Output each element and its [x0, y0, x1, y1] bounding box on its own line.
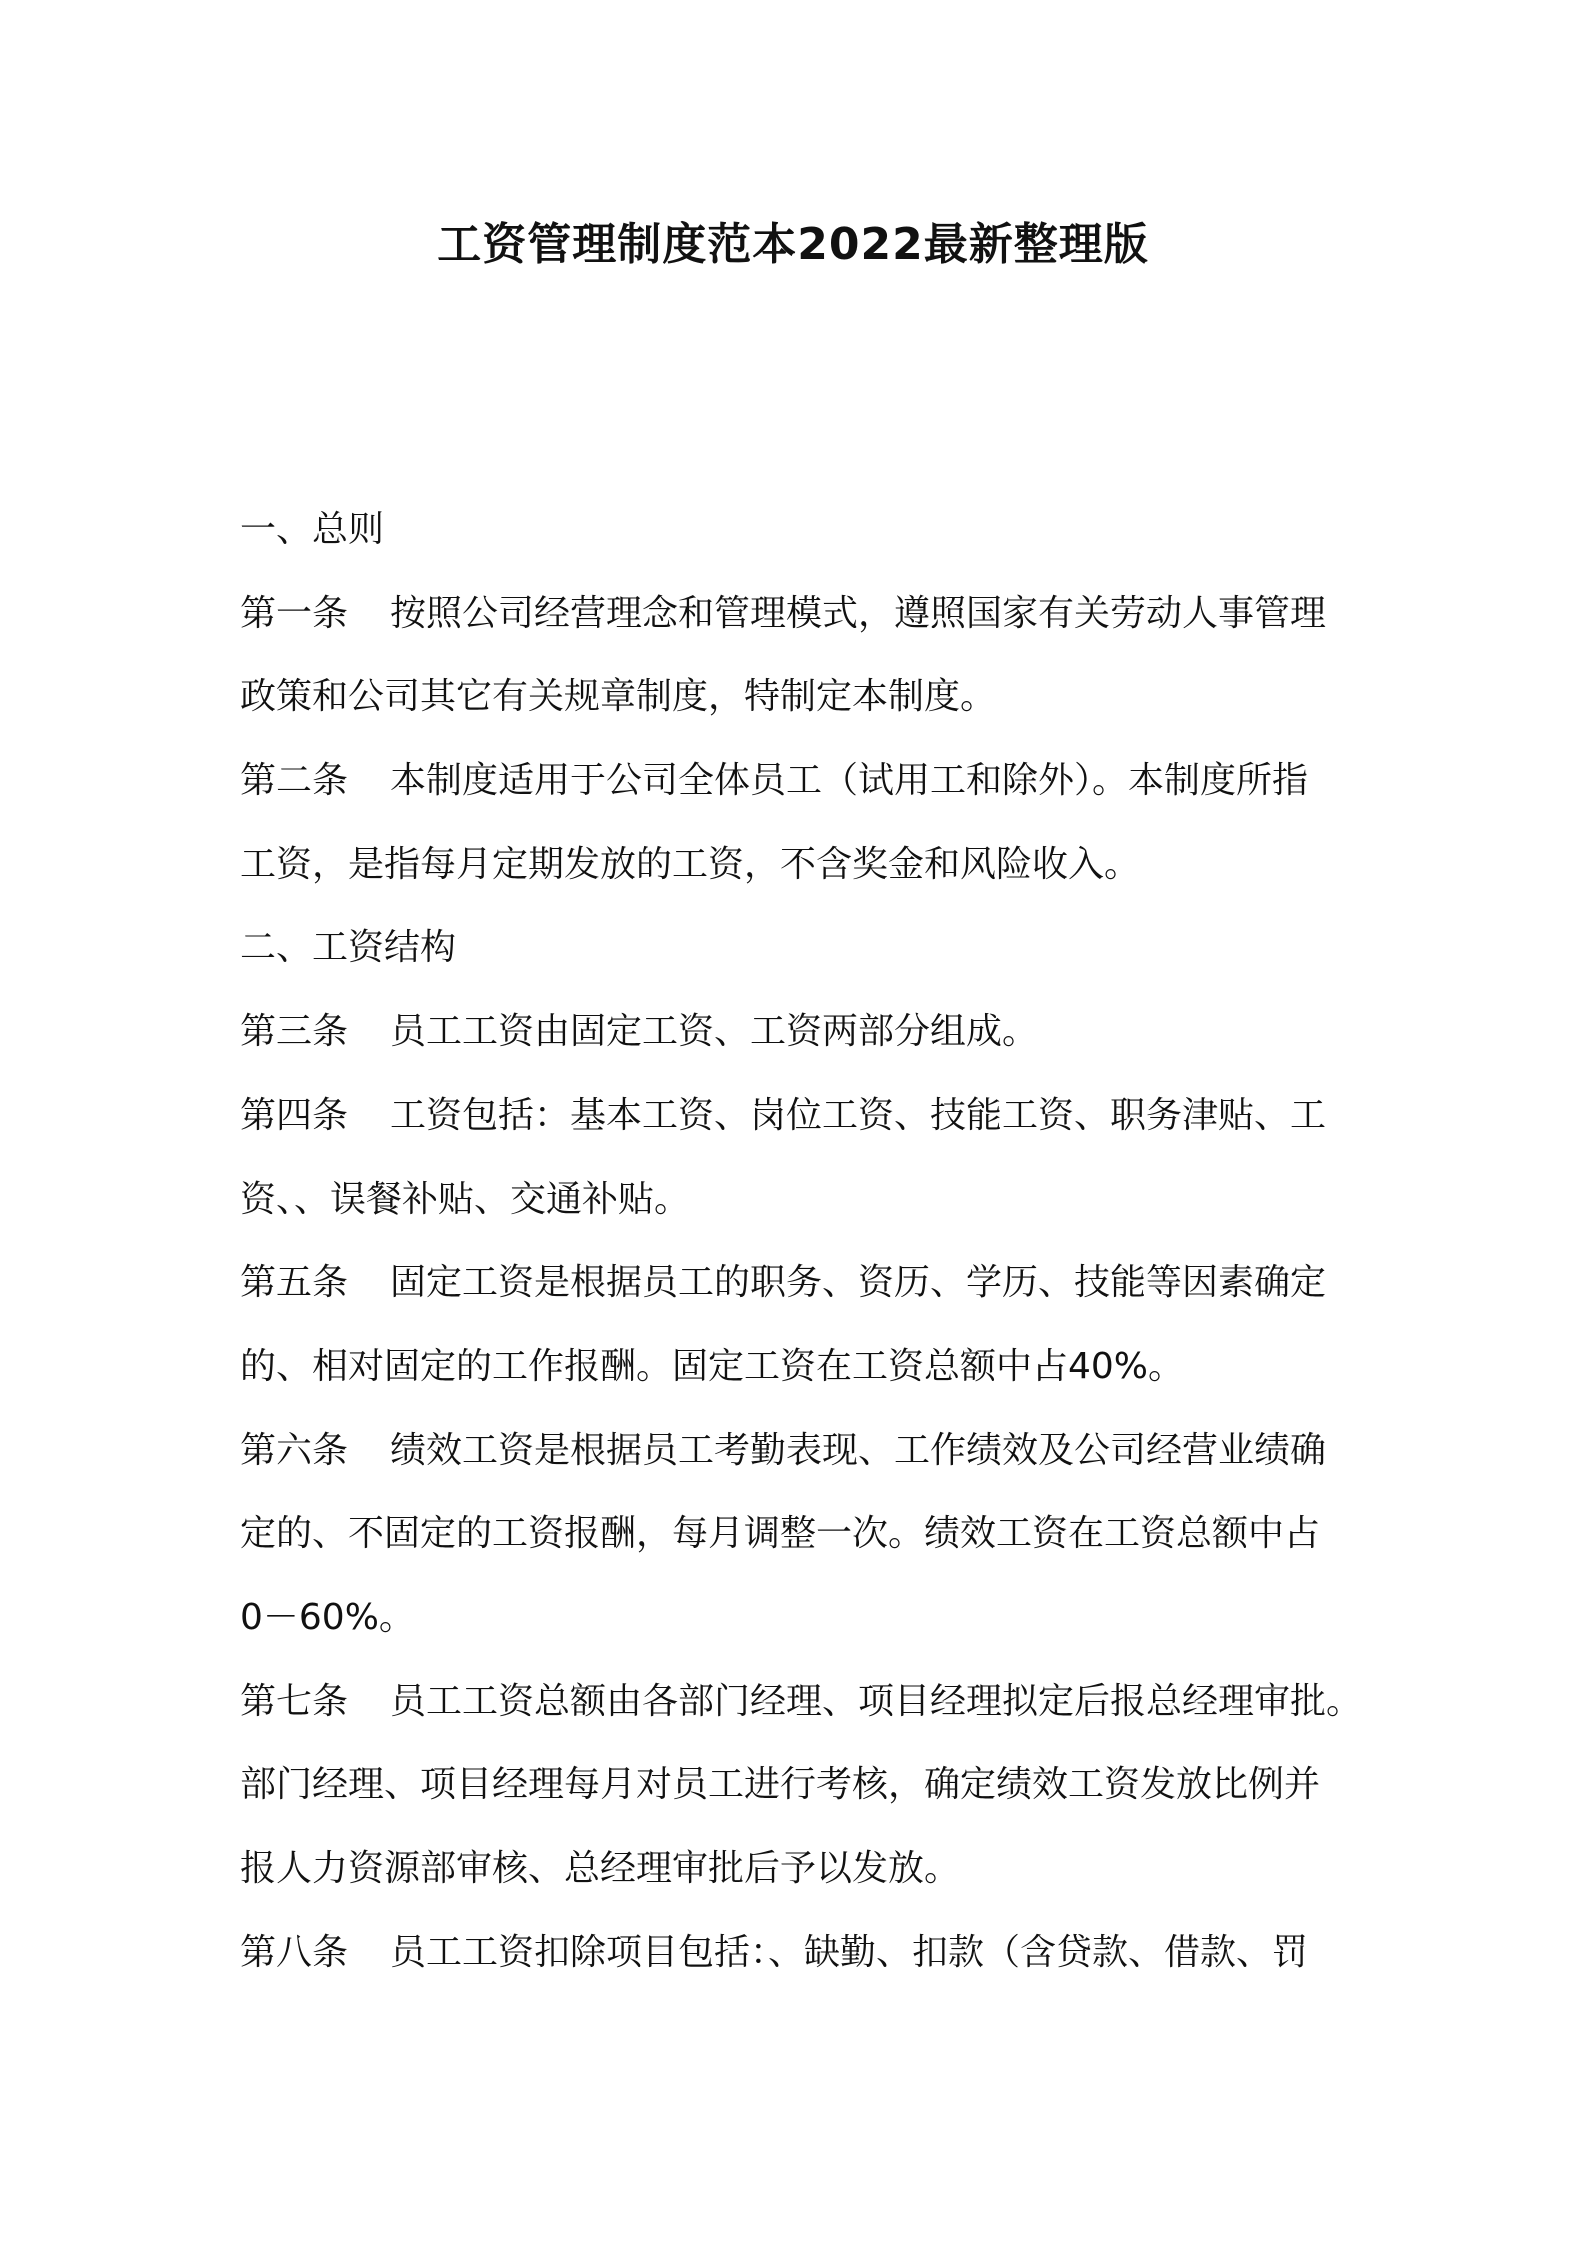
- article-label: 第四条: [240, 1094, 349, 1136]
- line-text: 定的、不固定的工资报酬，每月调整一次。绩效工资在工资总额中占: [240, 1513, 1321, 1555]
- text-line: [240, 1158, 1370, 1242]
- text-line: [240, 1241, 1370, 1325]
- line-text: 工资，是指每月定期发放的工资，不含奖金和风险收入。: [240, 843, 1141, 885]
- text-line: [240, 1074, 1370, 1158]
- article-label: 第二条: [240, 760, 349, 802]
- line-text: 本制度适用于公司全体员工（试用工和除外）。本制度所指: [390, 760, 1309, 802]
- text-line: [240, 1409, 1370, 1493]
- line-text: 按照公司经营理念和管理模式，遵照国家有关劳动人事管理: [390, 592, 1327, 634]
- document-title: 工资管理制度范本2022最新整理版: [437, 219, 1149, 270]
- article-label: 第六条: [240, 1429, 349, 1471]
- text-line: [240, 488, 1370, 572]
- line-text: 部门经理、项目经理每月对员工进行考核，确定绩效工资发放比例并: [240, 1764, 1321, 1806]
- article-label: 第八条: [240, 1931, 349, 1973]
- line-text: 资、、误餐补贴、交通补贴。: [240, 1178, 691, 1220]
- document-body: [240, 488, 1370, 1994]
- line-text: 的、相对固定的工作报酬。固定工资在工资总额中占40%。: [240, 1345, 1185, 1387]
- text-line: [240, 1492, 1370, 1576]
- text-line: [240, 655, 1370, 739]
- line-text: 固定工资是根据员工的职务、资历、学历、技能等因素确定: [390, 1262, 1327, 1304]
- text-line: [240, 1827, 1370, 1911]
- line-text: 0－60%。: [240, 1596, 415, 1638]
- text-line: [240, 572, 1370, 656]
- text-line: [240, 906, 1370, 990]
- text-line: [240, 739, 1370, 823]
- article-label: 第一条: [240, 592, 349, 634]
- line-text: 二、工资结构: [240, 927, 457, 969]
- text-line: [240, 1911, 1370, 1995]
- text-line: [240, 1325, 1370, 1409]
- line-text: 政策和公司其它有关规章制度，特制定本制度。: [240, 676, 997, 718]
- line-text: 员工工资扣除项目包括：、缺勤、扣款（含贷款、借款、罚: [390, 1931, 1309, 1973]
- article-label: 第七条: [240, 1680, 349, 1722]
- text-line: [240, 1743, 1370, 1827]
- line-text: 员工工资由固定工资、工资两部分组成。: [390, 1011, 1039, 1053]
- line-text: 一、总则: [240, 509, 385, 550]
- line-text: 绩效工资是根据员工考勤表现、工作绩效及公司经营业绩确: [390, 1429, 1327, 1471]
- line-text: 报人力资源部审核、总经理审批后予以发放。: [240, 1848, 961, 1889]
- text-line: [240, 823, 1370, 907]
- line-text: 员工工资总额由各部门经理、项目经理拟定后报总经理审批。: [390, 1680, 1363, 1722]
- text-line: [240, 1660, 1370, 1744]
- text-line: [240, 990, 1370, 1074]
- article-label: 第三条: [240, 1011, 349, 1053]
- text-line: [240, 1576, 1370, 1660]
- article-label: 第五条: [240, 1262, 349, 1304]
- line-text: 工资包括：基本工资、岗位工资、技能工资、职务津贴、工: [390, 1094, 1327, 1136]
